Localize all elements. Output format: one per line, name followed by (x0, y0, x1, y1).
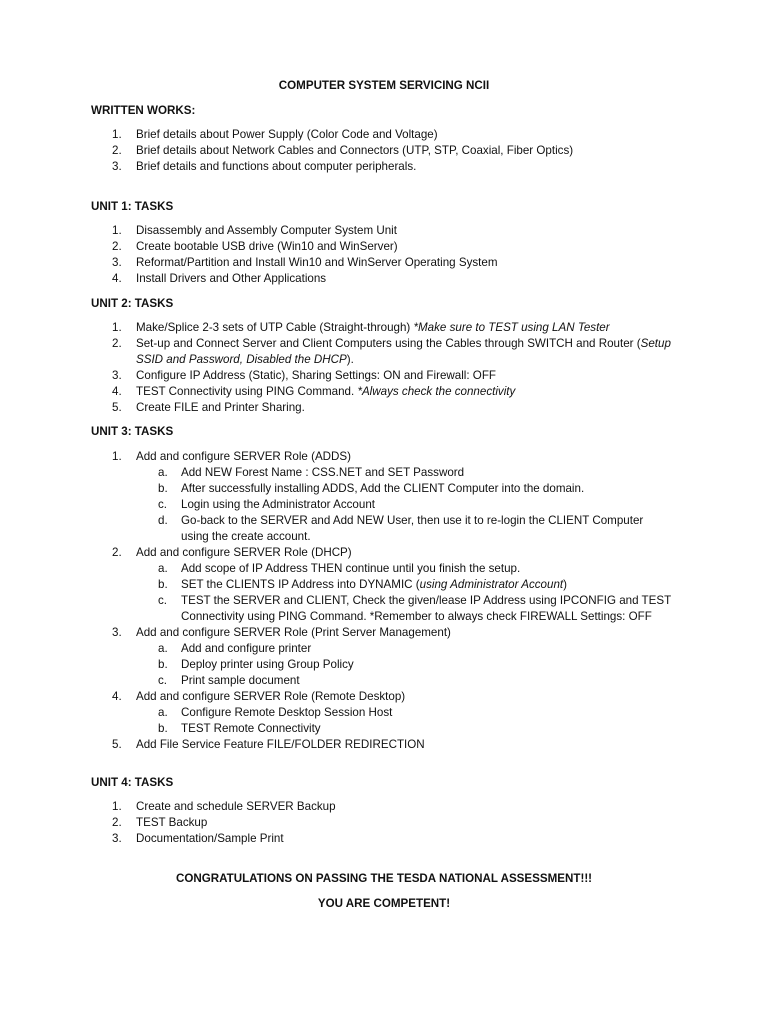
list-item: 3. Reformat/Partition and Install Win10 and WinServer Operating System (112, 256, 498, 269)
list-item: 4. Install Drivers and Other Applications (112, 272, 327, 285)
list-item: 2. Add and configure SERVER Role (DHCP) (112, 546, 352, 559)
sub-list-item: c. Print sample document (158, 674, 300, 687)
list-item: 4. TEST Connectivity using PING Command. *Always check the connectivity (112, 385, 516, 398)
list-item: 3. Add and configure SERVER Role (Print Server Management) (112, 626, 451, 639)
congratulations-text: CONGRATULATIONS ON PASSING THE TESDA NATIONAL ASSESSMENT!!! (175, 872, 593, 885)
document-title: COMPUTER SYSTEM SERVICING NCII (278, 79, 490, 92)
unit-1-task-list (0, 223, 768, 287)
section-heading-unit-3: UNIT 3: TASKS (91, 425, 174, 438)
sub-list-item: c. TEST the SERVER and CLIENT, Check the given/lease IP Address using IPCONFIG and TEST Connectivity using PING Command. *Remember to always check FIREWALL Settings: OFF (158, 594, 671, 623)
unit-2-task-list (0, 320, 768, 416)
sub-list-item: a. Add and configure printer (158, 642, 312, 655)
list-item: 1. Brief details about Power Supply (Color Code and Voltage) (112, 128, 438, 141)
sub-list-item: b. Deploy printer using Group Policy (158, 658, 354, 671)
section-heading-unit-1: UNIT 1: TASKS (91, 200, 174, 213)
sub-list-item: a. Configure Remote Desktop Session Host (158, 706, 393, 719)
unit-4-task-list (0, 799, 768, 847)
unit-3-task-list (0, 449, 768, 753)
section-heading-unit-4: UNIT 4: TASKS (91, 776, 174, 789)
list-item: 2. TEST Backup (112, 816, 208, 829)
list-item: 1. Create and schedule SERVER Backup (112, 800, 336, 813)
list-item: 5. Add File Service Feature FILE/FOLDER REDIRECTION (112, 738, 425, 751)
list-item: 2. Create bootable USB drive (Win10 and WinServer) (112, 240, 398, 253)
italic-note: *Always check the connectivity (357, 385, 516, 398)
list-item: 3. Brief details and functions about computer peripherals. (112, 160, 417, 173)
list-item: 3. Documentation/Sample Print (112, 832, 284, 845)
list-item: 4. Add and configure SERVER Role (Remote Desktop) (112, 690, 406, 703)
sub-list-item: b. After successfully installing ADDS, Add the CLIENT Computer into the domain. (158, 482, 585, 495)
list-item: 2. Set-up and Connect Server and Client Computers using the Cables through SWITCH and Router (Setup SSID and Password, Disabled the DHCP). (112, 337, 671, 366)
sub-list-item: d. Go-back to the SERVER and Add NEW User, then use it to re-login the CLIENT Computer using the create account. (158, 514, 644, 543)
sub-list-item: b. SET the CLIENTS IP Address into DYNAMIC (using Administrator Account) (158, 578, 567, 591)
italic-note: using Administrator Account (419, 578, 564, 591)
list-item: 2. Brief details about Network Cables and Connectors (UTP, STP, Coaxial, Fiber Optics) (112, 144, 574, 157)
sub-list-item: b. TEST Remote Connectivity (158, 722, 321, 735)
italic-note: Setup SSID and Password, Disabled the DHCP (136, 337, 671, 366)
list-item: 3. Configure IP Address (Static), Sharing Settings: ON and Firewall: OFF (112, 369, 496, 382)
written-works-list (0, 127, 768, 175)
sub-list-item: c. Login using the Administrator Account (158, 498, 375, 511)
list-item: 5. Create FILE and Printer Sharing. (112, 401, 305, 414)
list-item: 1. Disassembly and Assembly Computer System Unit (112, 224, 397, 237)
competent-text: YOU ARE COMPETENT! (317, 897, 451, 910)
sub-list-item: a. Add scope of IP Address THEN continue until you finish the setup. (158, 562, 521, 575)
italic-note: *Make sure to TEST using LAN Tester (413, 321, 610, 334)
list-item: 1. Make/Splice 2-3 sets of UTP Cable (Straight-through) *Make sure to TEST using LAN Tester (112, 321, 610, 334)
section-heading-written-works: WRITTEN WORKS: (91, 104, 196, 117)
section-heading-unit-2: UNIT 2: TASKS (91, 297, 174, 310)
sub-list-item: a. Add NEW Forest Name : CSS.NET and SET Password (158, 466, 465, 479)
list-item: 1. Add and configure SERVER Role (ADDS) (112, 450, 352, 463)
